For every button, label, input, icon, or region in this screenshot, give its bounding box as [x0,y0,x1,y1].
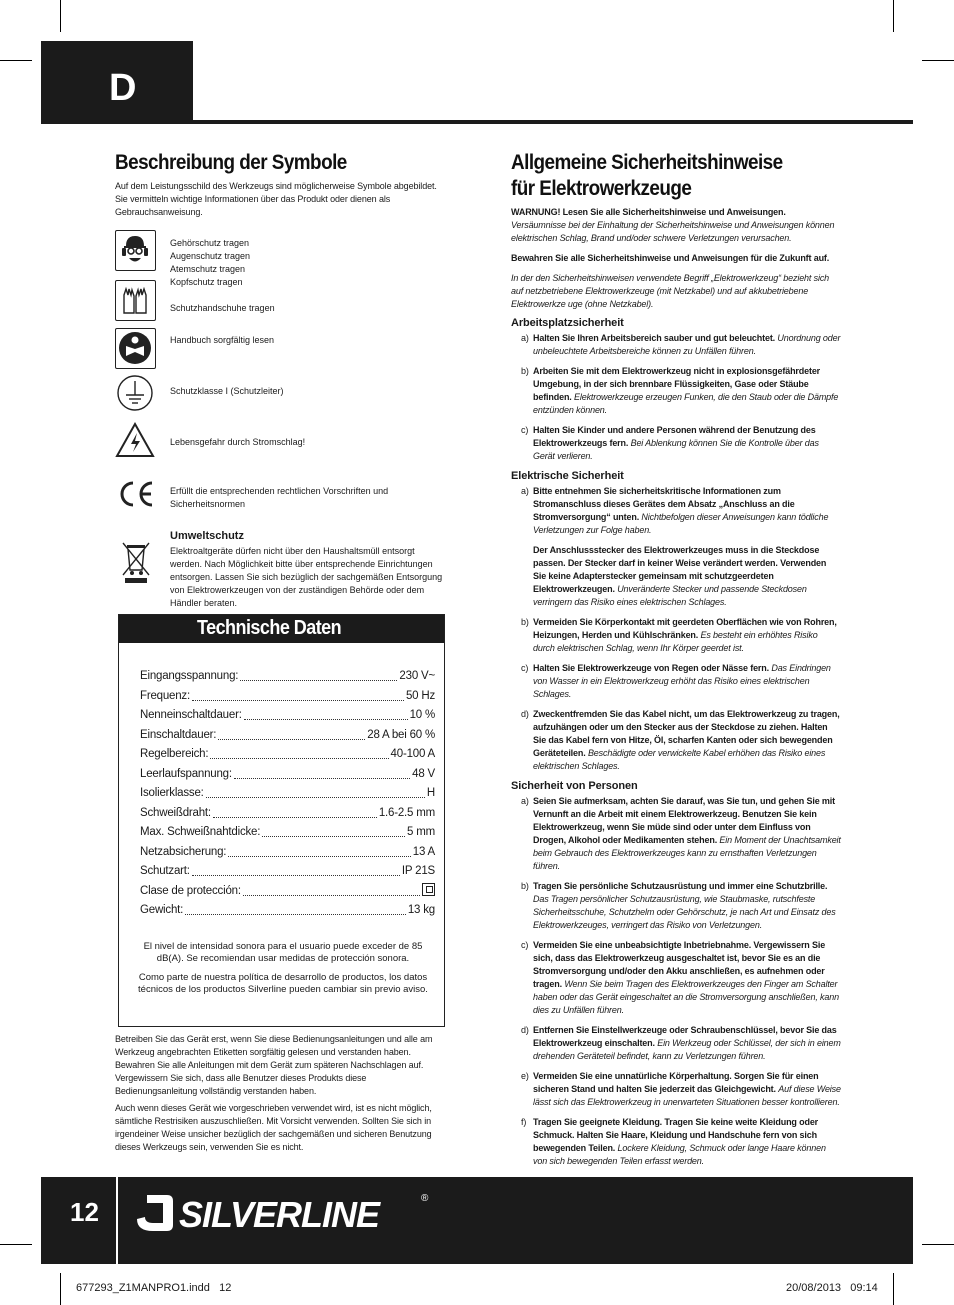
keep-instructions [511,252,841,265]
spec-key: Einschaltdauer: [140,728,217,741]
spec-row [140,745,435,765]
item-bold: Tragen Sie geeignete Kleidung. Tragen Sie keine weite Kleidung oder Schmuck. Halten Sie Haare, Kleidung und Handschuhe fern von sich bewegenden Teilen. [533,1117,819,1153]
environment-text: Elektroaltgeräte dürfen nicht über den Haushaltsmüll entsorgt werden. Nach Möglichkeit bitte über entsprechende Einrichtungen entsorgen. Lassen Sie sich bezüglich der sachgemäßen Entsorgung von Elektrowerkzeugen von der zuständigen Behörde oder dem Händler beraten. [170,546,443,608]
spec-row [140,784,435,804]
safety-item [511,880,841,932]
spec-value: IP 21S [401,865,435,877]
item-italic: Elektrowerkzeuge erzeugen Funken, die den Staub oder die Dämpfe entzünden können. [533,392,839,415]
symbol-description [170,237,450,289]
print-slug-file: 677293_Z1MANPRO1.indd 12 [76,1282,232,1294]
symbol-description [170,436,450,449]
item-bold: Vermeiden Sie eine unbeabsichtigte Inbetriebnahme. Vergewissern Sie sich, dass das Elektrowerkzeug ausgeschaltet ist, bevor Sie es an die Stromversorgung und/oder den Akku anschließen, es aufnehmen oder tragen. [533,940,826,989]
safety-item [511,1024,841,1063]
spec-key: Clase de protección: [140,884,241,897]
item-bold: Vermeiden Sie Körperkontakt mit geerdeten Oberflächen wie von Rohren, Heizungen, Herden und Kühlschränken. [533,617,837,640]
spec-key: Schutzart: [140,865,190,877]
spec-row [140,726,435,746]
spec-value: 1.6-2.5 mm [378,806,435,819]
registered-mark: ® [421,1193,429,1204]
logo-wordmark: SILVERLINE [179,1194,380,1235]
spec-value: 13 kg [407,904,435,916]
safety-item [511,424,841,463]
crop-mark [922,1244,954,1245]
item-italic: Wenn Sie beim Tragen des Elektrowerkzeuges den Finger am Schalter haben oder das Gerät eingeschaltet an die Stromversorgung anschließen, kann dies zu Unfällen führen. [533,979,839,1015]
ce-mark-icon [115,475,156,516]
spec-leader [243,882,420,896]
print-slug-date: 20/08/2013 09:14 [786,1282,878,1294]
item-italic: Ein Werkzeug oder Schlüssel, der sich in einem drehenden Geräteteil befindet, kann zu Verletzungen führen. [533,1038,841,1061]
spec-value: 28 A bei 60 % [367,728,435,741]
item-bold: Entfernen Sie Einstellwerkzeuge oder Schraubenschlüssel, bevor Sie das Elektrowerkzeug einschalten. [533,1025,837,1048]
item-letter: a) [521,333,529,343]
symbol-line: Schutzhandschuhe tragen [170,303,275,313]
item-letter: d) [521,709,529,719]
spec-leader [228,843,410,857]
spec-value [422,882,435,902]
item-letter: c) [521,425,529,435]
spec-row [140,901,435,921]
safety-item [511,544,841,609]
spec-row [140,667,435,687]
spec-leader [185,901,406,915]
symbol-line: Handbuch sorgfältig lesen [170,335,275,345]
safety-item [511,616,841,655]
safety-body [511,206,841,1175]
safety-heading [511,150,783,202]
item-italic: Unveränderte Stecker und passende Steckdosen verringern das Risiko eines elektrischen Schlages. [533,584,807,607]
crop-mark [60,0,61,32]
crop-mark [893,1273,894,1305]
spec-value: 10 % [409,709,435,721]
crop-mark [893,0,894,32]
section-heading: Elektrische Sicherheit [511,470,624,482]
safety-item [511,939,841,1017]
section-heading: Sicherheit von Personen [511,780,638,792]
item-bold: Halten Sie Elektrowerkzeuge von Regen oder Nässe fern. [533,663,769,673]
warning-italic: Versäumnisse bei der Einhaltung der Sicherheitshinweise und Anweisungen können elektrischen Schlag, Brand und/oder schwere Verletzungen verursachen. [511,220,835,243]
safety-item [511,1070,841,1109]
protective-earth-icon [115,373,156,414]
safety-heading-line: für Elektrowerkzeuge [511,177,692,200]
keep-bold: Bewahren Sie alle Sicherheitshinweise und Anweisungen für die Zukunft auf. [511,253,830,263]
spec-key: Isolierklasse: [140,787,204,799]
item-bold: Bitte entnehmen Sie sicherheitskritische Informationen zum Stromanschluss dieses Gerätes dem Absatz „Anschluss an die Stromversorgung“ unten. [533,486,795,522]
spec-leader [240,667,397,681]
spec-value: 48 V [412,767,435,780]
spec-key: Nenneinschaltdauer: [140,709,242,721]
spec-value: 230 V~ [399,670,435,682]
symbol-description [170,334,450,347]
spec-leader [218,726,365,740]
item-letter: c) [521,663,529,673]
silverline-logo [133,1189,433,1237]
spec-value: 40-100 A [390,748,435,760]
spec-list [140,667,435,921]
environment-heading: Umweltschutz [170,530,244,542]
language-tab [41,41,193,124]
spec-row [140,687,435,707]
spec-value: H [426,787,435,799]
symbol-line: Gehörschutz tragen [170,238,250,248]
spec-row [140,862,435,882]
item-italic: Lockere Kleidung, Schmuck oder lange Haare können von sich bewegenden Teilen erfasst werden. [533,1143,826,1166]
spec-leader [192,687,404,701]
term-italic: In der den Sicherheitshinweisen verwendete Begriff „Elektrowerkzeug“ bezieht sich auf netzbetriebene Elektrowerkzeuge (mit Netzkabel) und auf akkubetriebene Elektrowerkze uge (ohne Netzkabel). [511,273,830,309]
footer-divider [116,1177,118,1264]
item-italic: Auf diese Weise lässt sich das Elektrowerkzeug in unerwarteten Situationen besser kontrollieren. [533,1084,841,1107]
spec-row [140,804,435,824]
header-rule [41,120,913,124]
spec-leader [262,823,405,837]
spec-row [140,843,435,863]
spec-row [140,765,435,785]
item-bold: Seien Sie aufmerksam, achten Sie darauf, was Sie tun, und gehen Sie mit Vernunft an die Arbeit mit einem Elektrowerkzeug. Benutzen Sie kein Elektrowerkzeug, wenn Sie müde sind oder unter dem Einfluss von Drogen, Alkohol oder Medikamenten stehen. [533,796,835,845]
symbol-line: Erfüllt die entsprechenden rechtlichen Vorschriften und Sicherheitsnormen [170,486,389,509]
item-italic: Es besteht ein erhöhtes Risiko durch elektrischen Schlag, wenn Ihr Körper geerdet ist. [533,630,818,653]
residual-risk-notice: Auch wenn dieses Gerät wie vorgeschrieben verwendet wird, ist es nicht möglich, sämtliche Restrisiken auszuschließen. Mit Vorsicht verwenden. Sollten Sie sich in irgendeiner Weise unsicher bezüglich der sachgemäßen und sicheren Benutzung dieses Werkzeugs sein, verwenden Sie es nicht. [115,1103,432,1152]
spec-leader [210,745,388,759]
spec-row [140,706,435,726]
symbol-line: Lebensgefahr durch Stromschlag! [170,437,306,447]
item-italic: Beschädigte oder verwickelte Kabel erhöhen das Risiko eines elektrischen Schlages. [533,748,826,771]
symbol-line: Kopfschutz tragen [170,277,243,287]
electric-shock-warning-icon [115,420,156,461]
item-bold: Der Anschlussstecker des Elektrowerkzeuges muss in die Steckdose passen. Der Stecker darf in keiner Weise verändert werden. Verwenden Sie keine Adapterstecker gemeinsam mit schutzgeerdeten Elektrowerkzeugen. [533,545,827,594]
safety-item [511,1116,841,1168]
symbol-line: Augenschutz tragen [170,251,251,261]
operating-notice: Betreiben Sie das Gerät erst, wenn Sie diese Bedienungsanleitungen und alle am Werkzeug angebrachten Etiketten sorgfältig gelesen und verstanden haben. Bewahren Sie alle Anleitungen mit dem Gerät zum späteren Nachschlagen auf. Vergewissern Sie sich, dass alle Benutzer dieses Produkts diese Bedienungsanleitung vollständig verstanden haben. [115,1034,433,1096]
weee-bin-icon [115,537,156,578]
spec-row [140,882,435,902]
symbol-description [170,485,450,511]
warning-bold: WARNUNG! Lesen Sie alle Sicherheitshinweise und Anweisungen. [511,207,786,217]
footer-band [41,1177,913,1264]
safety-item [511,662,841,701]
safety-sections [511,317,841,1168]
item-letter: d) [521,1025,529,1035]
item-letter: f) [521,1117,527,1127]
item-italic: Nichtbefolgen dieser Anweisungen kann tödliche Verletzungen zur Folge haben. [533,512,829,535]
item-italic: Das Eindringen von Wasser in ein Elektrowerkzeug erhöht das Risiko eines elektrischen Schlages. [533,663,831,699]
spec-key: Regelbereich: [140,748,209,760]
term-definition [511,272,841,311]
item-bold: Tragen Sie persönliche Schutzausrüstung und immer eine Schutzbrille. [533,881,828,891]
crop-mark [0,60,32,61]
safety-item [511,708,841,773]
gloves-icon [115,280,156,321]
crop-mark [0,1244,32,1245]
symbols-intro: Auf dem Leistungsschild des Werkzeugs sind möglicherweise Symbole abgebildet. Sie vermitteln wichtige Informationen über das Produkt oder dienen als Gebrauchsanweisung. [115,181,437,217]
spec-key: Netzabsicherung: [140,845,227,858]
technical-data-header [119,615,444,643]
warning-paragraph [511,206,841,245]
symbols-heading: Beschreibung der Symbole [115,151,347,174]
technical-data-box [118,614,445,1027]
spec-value: 50 Hz [405,689,435,702]
spec-key: Schweißdraht: [140,806,211,819]
item-letter: a) [521,796,529,806]
spec-value: 13 A [412,845,435,858]
item-letter: b) [521,881,529,891]
item-bold: Halten Sie Kinder und andere Personen während der Benutzung des Elektrowerkzeugs fern. [533,425,816,448]
spec-key: Leerlaufspannung: [140,767,232,780]
spec-value: 5 mm [407,826,435,838]
spec-leader [234,765,410,779]
symbol-line: Schutzklasse I (Schutzleiter) [170,386,284,396]
spec-key: Eingangsspannung: [140,670,239,682]
spec-change-note: Como parte de nuestra política de desarrollo de productos, los datos técnicos de los productos Silverline pueden cambiar sin previo aviso. [138,972,428,995]
symbol-description [170,385,450,398]
item-letter: b) [521,617,529,627]
symbol-description [170,302,450,315]
item-bold: Vermeiden Sie eine unnatürliche Körperhaltung. Sorgen Sie für einen sicheren Stand und halten Sie jederzeit das Gleichgewicht. [533,1071,819,1094]
spec-leader [192,862,400,876]
safety-item [511,332,841,358]
item-italic: Bei Ablenkung können Sie die Kontrolle über das Gerät verlieren. [533,438,819,461]
crop-mark [60,1273,61,1305]
spec-leader [213,804,377,818]
spec-row [140,823,435,843]
technical-data-title: Technische Daten [197,617,342,639]
spec-leader [206,784,425,798]
safety-item [511,795,841,873]
crop-mark [922,60,954,61]
safety-item [511,365,841,417]
item-bold: Halten Sie Ihren Arbeitsbereich sauber und gut beleuchtet. [533,333,776,343]
spec-key: Max. Schweißnahtdicke: [140,826,261,838]
section-heading: Arbeitsplatzsicherheit [511,317,624,329]
item-italic: Ein Moment der Unachtsamkeit beim Gebrauch des Elektrowerkzeuges kann zu ernsthaften Verletzungen führen. [533,835,841,871]
item-italic: Das Tragen persönlicher Schutzausrüstung, wie Staubmaske, rutschfeste Sicherheitsschuhe, Schutzhelm oder Gehörschutz, je nach Art und Einsatz des Elektrowerkzeuges, verringert das Risiko von Verletzungen. [533,894,836,930]
read-manual-icon [115,328,156,369]
item-letter: b) [521,366,529,376]
safety-item [511,485,841,537]
page-number: 12 [70,1197,99,1227]
language-code: D [109,67,137,109]
spec-leader [244,706,408,720]
item-letter: a) [521,486,529,496]
item-bold: Arbeiten Sie mit dem Elektrowerkzeug nicht in explosionsgefährdeter Umgebung, in der sich brennbare Flüssigkeiten, Gase oder Stäube befinden. [533,366,821,402]
noise-note: El nivel de intensidad sonora para el usuario puede exceder de 85 dB(A). Se recomiendan usar medidas de protección sonora. [143,941,423,964]
item-letter: c) [521,940,529,950]
item-italic: Unordnung oder unbeleuchtete Arbeitsbereiche können zu Unfällen führen. [533,333,841,356]
spec-key: Frequenz: [140,689,190,702]
item-bold: Zweckentfremden Sie das Kabel nicht, um das Elektrowerkzeug zu tragen, aufzuhängen oder um den Stecker aus der Steckdose zu ziehen. Halten Sie das Kabel fern von Hitze, Öl, scharfen Kanten oder sich bewegenden Geräteteilen. [533,709,840,758]
protective-gear-icon [115,230,156,271]
double-insulation-icon [422,883,435,896]
safety-heading-line: Allgemeine Sicherheitshinweise [511,151,783,174]
spec-key: Gewicht: [140,904,184,916]
item-letter: e) [521,1071,529,1081]
symbol-line: Atemschutz tragen [170,264,246,274]
